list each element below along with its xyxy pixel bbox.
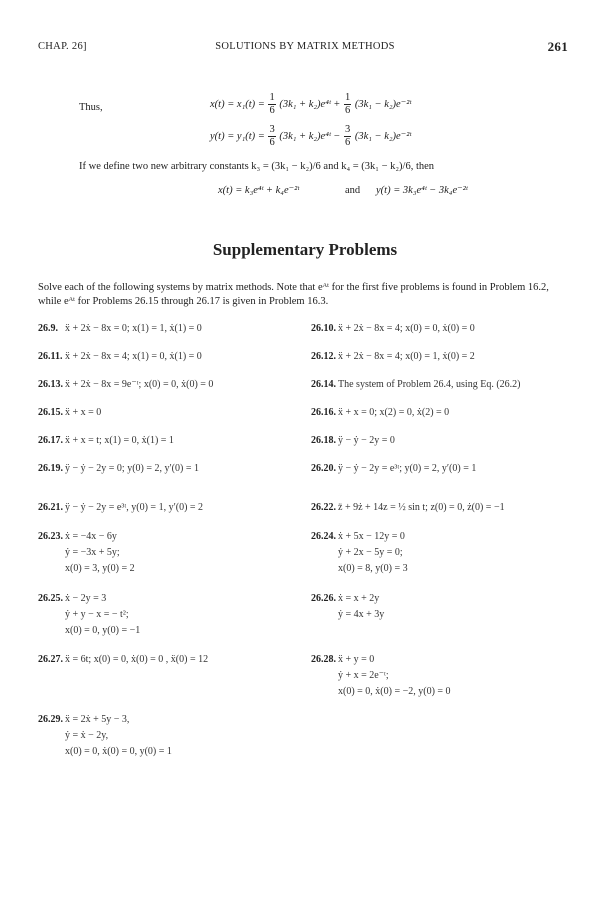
problem-equation-line: ẏ + x = 2e⁻ᵗ;: [338, 670, 389, 681]
intro-line-2: while eᴬᵗ for Problems 26.15 through 26.17 is given in Problem 16.3.: [38, 296, 329, 307]
problem-equation-line: z̈ + 9ż + 14z = ½ sin t; z(0) = 0, ż(0) = −1: [338, 502, 505, 513]
problem-equation-line: ÿ − ẏ − 2y = e³ᵗ, y(0) = 1, y′(0) = 2: [65, 502, 204, 513]
problem-equation-line: x(0) = 8, y(0) = 3: [338, 563, 408, 574]
problem-number: 26.12.: [311, 351, 336, 362]
problem-equation-line: ẍ = 2ẋ + 5y − 3,: [65, 714, 130, 725]
problem-equation-line: ẋ = −4x − 6y: [65, 531, 117, 542]
final-and-word: and: [345, 185, 361, 196]
problem-equation-line: ẍ + 2ẋ − 8x = 4; x(0) = 0, ẋ(0) = 0: [338, 323, 475, 334]
problem-number: 26.19.: [38, 463, 63, 474]
problem-number: 26.24.: [311, 531, 336, 542]
problem-number: 26.23.: [38, 531, 63, 542]
problem-equation-line: x(0) = 0, y(0) = −1: [65, 625, 141, 636]
problem-equation-line: ẍ + y = 0: [338, 654, 375, 665]
intro-line-1: Solve each of the following systems by matrix methods. Note that eᴬᵗ for the first five problems is found in Problem 16.2,: [38, 282, 549, 293]
page-number: 261: [547, 39, 568, 54]
problem-number: 26.10.: [311, 323, 336, 334]
problem-equation-line: ÿ − ẏ − 2y = 0; y(0) = 2, y′(0) = 1: [65, 463, 199, 474]
problem-number: 26.17.: [38, 435, 63, 446]
problem-equation-line: ẍ + 2ẋ − 8x = 0; x(1) = 1, ẋ(1) = 0: [65, 323, 202, 334]
problem-equation-line: x(0) = 0, ẋ(0) = −2, y(0) = 0: [338, 686, 451, 697]
problem-number: 26.11.: [38, 351, 63, 362]
define-constants-text: If we define two new arbitrary constants k₃ = (3k₁ − k₂)/6 and k₄ = (3k₁ − k₂)/6, then: [79, 161, 435, 172]
equation-x-t: x(t) = x₁(t) = $\frac{1}{6}$ (3k₁ + k₂)e⁴ᵗ + $\frac{1}{6}$ (3k₁ − k₂)e⁻²ᵗ: [210, 92, 412, 116]
problem-number: 26.14.: [311, 379, 336, 390]
problem-number: 26.22.: [311, 502, 336, 513]
running-header-chapter: CHAP. 26]: [38, 41, 87, 52]
problem-number: 26.13.: [38, 379, 63, 390]
problem-equation-line: ẍ + x = 0: [65, 407, 102, 418]
problem-number: 26.21.: [38, 502, 63, 513]
problem-equation-line: ẋ = x + 2y: [338, 593, 380, 604]
problem-number: 26.29.: [38, 714, 63, 725]
problem-equation-line: ẏ = −3x + 5y;: [65, 547, 120, 558]
problem-equation-line: ẍ + x = 0; x(2) = 0, ẋ(2) = 0: [338, 407, 450, 418]
problem-equation-line: ẍ = 6t; x(0) = 0, ẋ(0) = 0 , ẍ(0) = 12: [65, 654, 209, 665]
problem-number: 26.16.: [311, 407, 336, 418]
problem-equation-line: The system of Problem 26.4, using Eq. (26.2): [338, 379, 521, 390]
problem-number: 26.20.: [311, 463, 336, 474]
problem-number: 26.26.: [311, 593, 336, 604]
problem-equation-line: ẋ − 2y = 3: [65, 593, 107, 604]
problem-equation-line: ẍ + x = t; x(1) = 0, ẋ(1) = 1: [65, 435, 174, 446]
problem-equation-line: ẏ + 2x − 5y = 0;: [338, 547, 403, 558]
problem-number: 26.9.: [38, 323, 58, 334]
problem-equation-line: ẍ + 2ẋ − 8x = 9e⁻ᵗ; x(0) = 0, ẋ(0) = 0: [65, 379, 214, 390]
problem-equation-line: ÿ − ẏ − 2y = 0: [338, 435, 395, 446]
problem-equation-line: x(0) = 3, y(0) = 2: [65, 563, 135, 574]
problem-equation-line: ẏ = ẋ − 2y,: [65, 730, 109, 741]
problem-number: 26.18.: [311, 435, 336, 446]
equation-y-t: y(t) = y₁(t) = $\frac{3}{6}$ (3k₁ + k₂)e⁴ᵗ − $\frac{3}{6}$ (3k₁ − k₂)e⁻²ᵗ: [210, 124, 412, 148]
section-title: Supplementary Problems: [212, 240, 398, 259]
problem-equation-line: ẍ + 2ẋ − 8x = 4; x(1) = 0, ẋ(1) = 0: [65, 351, 202, 362]
running-header-title: SOLUTIONS BY MATRIX METHODS: [215, 41, 395, 52]
problem-number: 26.28.: [311, 654, 336, 665]
final-x-equation: x(t) = k₃e⁴ᵗ + k₄e⁻²ᵗ: [218, 185, 300, 196]
thus-label: Thus,: [79, 102, 103, 113]
problem-number: 26.25.: [38, 593, 63, 604]
problem-equation-line: ÿ − ẏ − 2y = e³ᵗ; y(0) = 2, y′(0) = 1: [338, 463, 477, 474]
final-y-equation: y(t) = 3k₃e⁴ᵗ − 3k₄e⁻²ᵗ: [376, 185, 468, 196]
problem-equation-line: ẏ + y − x = − t²;: [65, 609, 129, 620]
problem-equation-line: ẏ = 4x + 3y: [338, 609, 385, 620]
problem-number: 26.15.: [38, 407, 63, 418]
problem-equation-line: ẋ + 5x − 12y = 0: [338, 531, 405, 542]
problem-equation-line: x(0) = 0, ẋ(0) = 0, y(0) = 1: [65, 746, 172, 757]
problem-equation-line: ẍ + 2ẋ − 8x = 4; x(0) = 1, ẋ(0) = 2: [338, 351, 475, 362]
problem-number: 26.27.: [38, 654, 63, 665]
